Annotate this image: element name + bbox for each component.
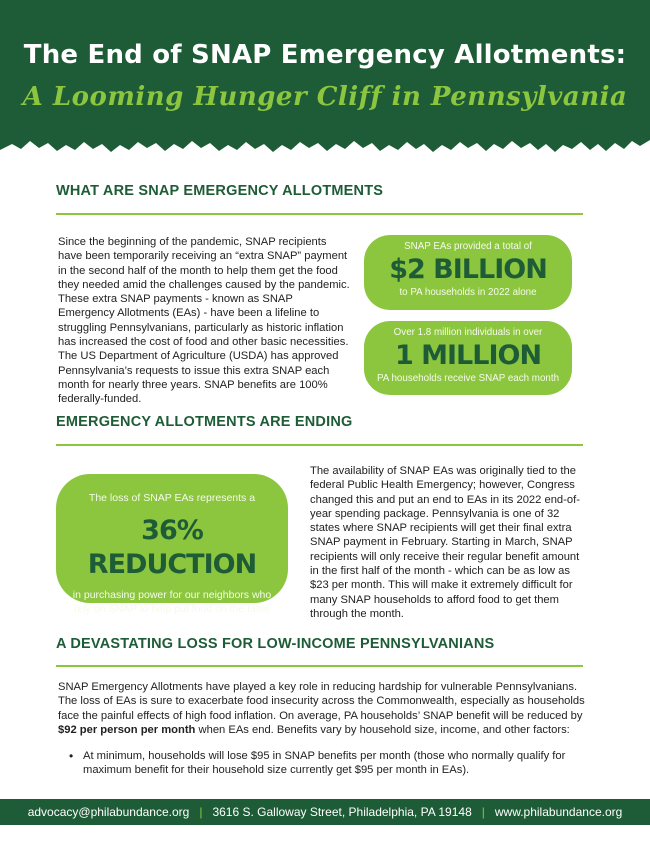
section3-text-after: when EAs end. Benefits vary by household size, income, and other factors: [195,723,570,736]
stat-callout-value: 1 MILLION [394,340,542,371]
page-subtitle: A Looming Hunger Cliff in Pennsylvania [22,82,628,112]
section-divider [56,213,583,215]
footer-email-link[interactable]: advocacy@philabundance.org [27,805,190,819]
stat-callout-top: SNAP EAs provided a total of [404,241,532,252]
stat-callout-value: 36% REDUCTION [87,515,257,580]
stat-callout-top: Over 1.8 million individuals in over [393,327,543,338]
footer-website-link[interactable]: www.philabundance.org [494,805,623,819]
footer-bar [0,799,650,825]
stat-callout-bottom: in purchasing power for our neighbors who rely on SNAP to help put food on the table [72,589,272,615]
stat-callout-top: The loss of SNAP EAs represents a [88,492,256,504]
section1-paragraph: Since the beginning of the pandemic, SNAP recipients have been temporarily receiving an “extra SNAP” payment in the second half of the month to help them get the food they needed amid the challenges caused by the pandemic. These extra SNAP payments - known as SNAP Emergency Allotments (EAs) - have been a lifeline to struggling Pennsylvanians, particularly as historic inflation has increased the cost of food and other basic necessities. The US Department of Agriculture (USDA) has approved Pennsylvania’s requests to issue this extra SNAP each month for nearly three years. SNAP benefits are 100% federally-funded. [58,236,350,406]
section-heading-eas-ending: EMERGENCY ALLOTMENTS ARE ENDING [56,414,353,430]
section3-paragraph [58,680,586,737]
section-divider [56,665,583,667]
header-banner [0,0,650,165]
stat-callout-36-percent [56,474,288,615]
footer-separator: | [481,805,485,819]
footer-address: 3616 S. Galloway Street, Philadelphia, PA 19148 [212,805,472,819]
stat-callout-bottom: PA households receive SNAP each month [376,373,560,384]
stat-callout-bottom: to PA households in 2022 alone [399,287,537,298]
list-item: • At minimum, households will lose $95 in SNAP benefits per month (those who normally qualify for maximum benefit for their household size currently get $95 per month in EAs). [83,749,583,778]
section3-text-before: SNAP Emergency Allotments have played a key role in reducing hardship for vulnerable Pennsylvanians. The loss of EAs is sure to exacerbate food insecurity across the Commonwealth, especially as households face the painful effects of high food inflation. On average, PA households’ SNAP benefit will be reduced by [58,681,585,722]
stat-callout-value: $2 BILLION [389,254,547,285]
page-title: The End of SNAP Emergency Allotments: [23,40,627,70]
section-heading-what-are-eas: WHAT ARE SNAP EMERGENCY ALLOTMENTS [56,183,384,199]
section3-highlight: $92 per person per month [58,723,196,736]
stat-callout-2-billion [364,235,572,310]
section-heading-devastating-loss: A DEVASTATING LOSS FOR LOW-INCOME PENNSYLVANIANS [56,636,495,652]
stat-callout-1-million [364,321,572,395]
benefit-bullet-list [83,749,583,778]
section-divider [56,444,583,446]
footer-separator: | [199,805,203,819]
section2-paragraph: The availability of SNAP EAs was originally tied to the federal Public Health Emergency; however, Congress changed this and put an end to EAs in its 2022 end-of-year spending package. Pennsylvania is one of 32 states where SNAP recipients will get their final extra SNAP payment in February. Starting in March, SNAP recipients will only receive their regular benefit amount in the first half of the month - which can be as low as $23 per month. This will make it extremely difficult for many SNAP households to afford food to get them through the month. [310,465,580,620]
